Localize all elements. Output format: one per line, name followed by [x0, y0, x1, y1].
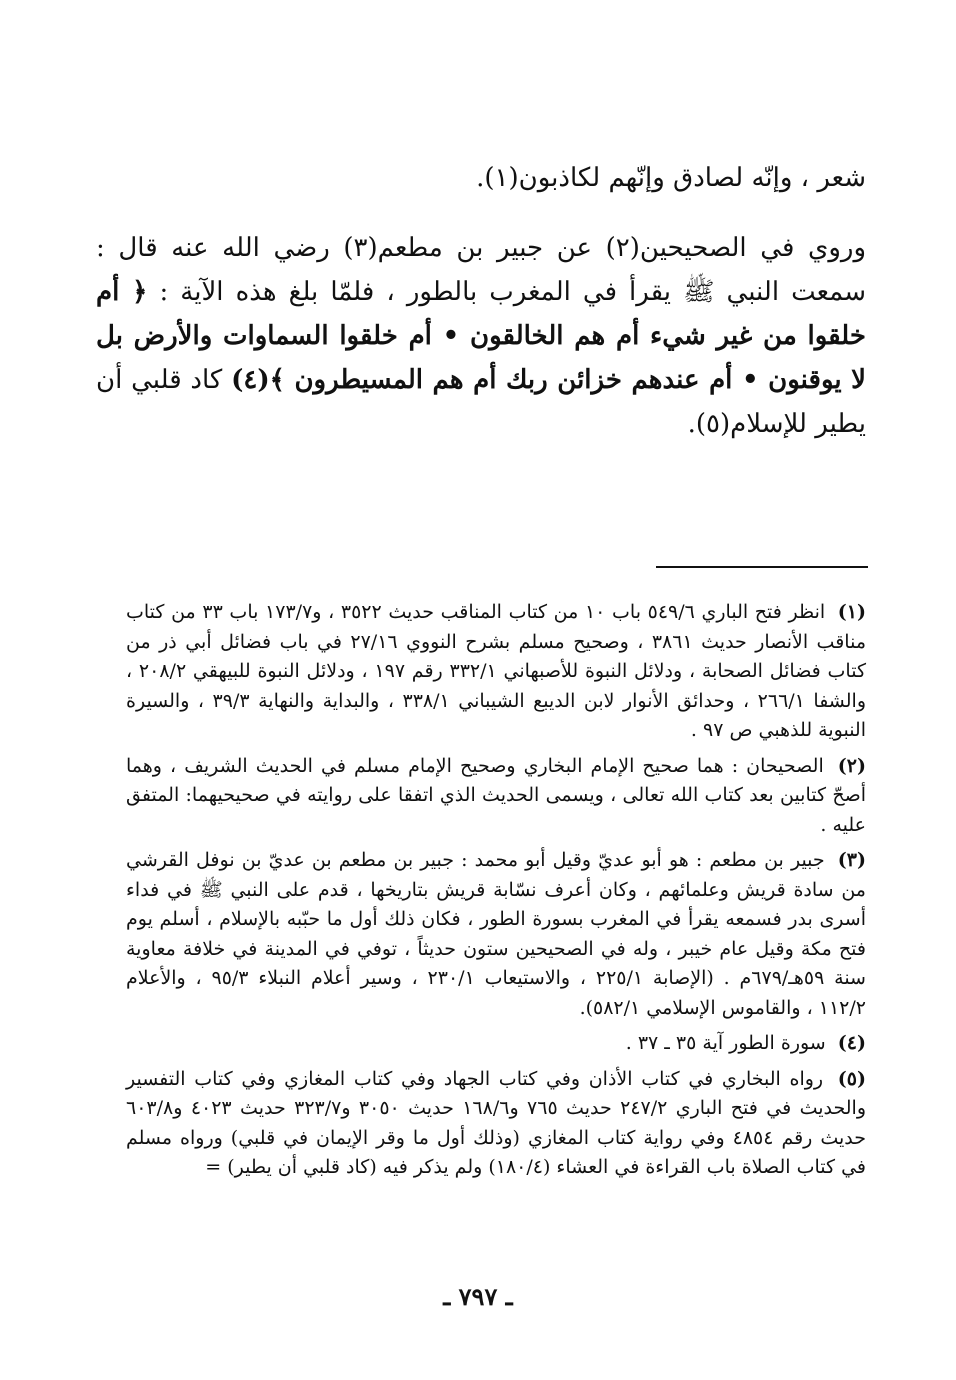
footnote-number: (٤): [837, 1032, 866, 1054]
page-number: ـ ٧٩٧ ـ: [443, 1282, 513, 1311]
paragraph-1-text: شعر ، وإنّه لصادق وإنّهم لكاذبون(١).: [476, 163, 866, 193]
footnote-2: [126, 752, 866, 841]
footnote-number: (٣): [837, 849, 867, 871]
footnote-number: (٥): [837, 1067, 866, 1090]
footnote-text: رواه البخاري في كتاب الأذان وفي كتاب الجهاد وفي كتاب المغازي وفي كتاب التفسير والحديث في فتح الباري ٢٤٧/٢ حديث ٧٦٥ و١٦٨/٦ حديث ٣٠٥٠ و٣٢٣/٧ حديث ٤٠٢٣ و٦٠٣/٨ حديث رقم ٤٨٥٤ وفي رواية كتاب المغازي (وذلك أول ما وقر الإيمان في قلبي) ورواه مسلم في كتاب الصلاة باب القراءة في العشاء (١٨٠/٤) ولم يذكر فيه (كاد قلبي أن يطير) =: [126, 1067, 867, 1178]
footnote-3: [126, 846, 866, 1023]
footnote-text: الصحيحان : هما صحيح الإمام البخاري وصحيح الإمام مسلم في الحديث الشريف ، وهما أصحّ كتابين بعد كتاب الله تعالى ، ويسمى الحديث الذي اتفقا على روايته في صحيحيهما: المتفق عليه .: [126, 754, 866, 836]
main-paragraph-2: [96, 226, 866, 446]
footnote-4: [126, 1029, 866, 1059]
footnote-text: سورة الطور آية ٣٥ ـ ٣٧ .: [625, 1032, 826, 1054]
quran-verse: ﴿ أم خلقوا من غير شيء أم هم الخالقون • أم خلقوا السماوات والأرض بل لا يوقنون • أم عندهم خزائن ربك أم هم المسيطرون ﴾(٤): [96, 277, 867, 395]
footnote-5: [126, 1065, 866, 1183]
footnotes-section: [126, 598, 866, 1189]
paragraph-2-end: كاد قلبي أن يطير للإسلام(٥).: [96, 365, 866, 439]
footnote-1: [126, 598, 866, 746]
footnote-text: جبير بن مطعم : هو أبو عديّ وقيل أبو محمد : جبير بن مطعم بن عديّ بن نوفل القرشي من سادة قريش وعلمائهم ، وكان أعرف نسّابة قريش بتاريخها ، قدم على النبي ﷺ في فداء أسرى بدر فسمعه يقرأ في المغرب بسورة الطور ، فكان ذلك أول ما حبّبه بالإسلام ، أسلم يوم فتح مكة وقيل عام خيبر ، وله في الصحيحين ستون حديثاً ، توفي في المدينة في خلافة معاوية سنة ٥٩هـ/٦٧٩م . (الإصابة ٢٢٥/١ ، والاستيعاب ٢٣٠/١ ، وسير أعلام النبلاء ٩٥/٣ ، والأعلام ١١٢/٢ ، والقاموس الإسلامي ٥٨٢/١).: [126, 849, 866, 1019]
main-paragraph-1: [96, 156, 866, 200]
footnote-separator: [656, 566, 868, 568]
footnote-number: (١): [837, 601, 866, 623]
footnote-number: (٢): [837, 754, 867, 777]
paragraph-2-intro: وروي في الصحيحين(٢) عن جبير بن مطعم(٣) رضي الله عنه قال : سمعت النبي ﷺ يقرأ في المغرب بالطور ، فلمّا بلغ هذه الآية :: [96, 233, 866, 307]
footnote-text: انظر فتح الباري ٥٤٩/٦ باب ١٠ من كتاب المناقب حديث ٣٥٢٢ ، و١٧٣/٧ باب ٣٣ من كتاب مناقب الأنصار حديث ٣٨٦١ ، وصحيح مسلم بشرح النووي ٢٧/١٦ في باب فضائل أبي ذر من كتاب فضائل الصحابة ، ودلائل النبوة للأصبهاني ٣٣٢/١ رقم ١٩٧ ، ودلائل النبوة للبيهقي ٢٠٨/٢ ، والشفا ٢٦٦/١ ، وحدائق الأنوار لابن الديبع الشيباني ٣٣٨/١ ، والبداية والنهاية ٣٩/٣ ، والسيرة النبوية للذهبي ص ٩٧ .: [126, 601, 867, 741]
